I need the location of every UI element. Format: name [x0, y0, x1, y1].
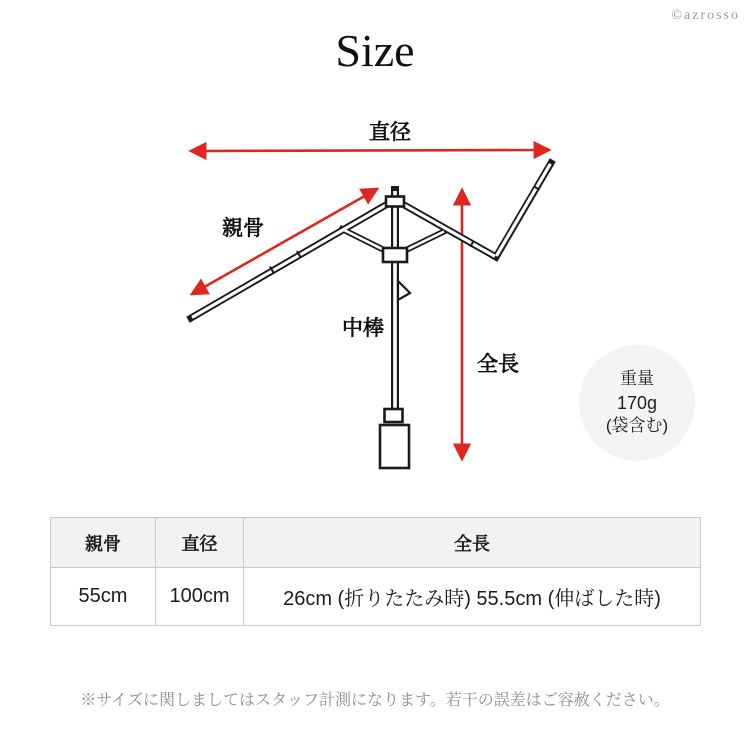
size-table-header-row: [51, 518, 701, 568]
header-total-length: 全長: [244, 518, 701, 568]
dimension-arrows: [191, 150, 549, 459]
value-diameter: 100cm: [156, 568, 244, 626]
ferrule: [385, 409, 403, 422]
weight-note: (袋含む): [605, 416, 669, 436]
weight-value: 170g: [616, 392, 658, 413]
pole-label: 中棒: [342, 317, 384, 340]
size-table: [50, 517, 701, 626]
total-length-label: 全長: [477, 353, 519, 376]
header-rib: 親骨: [51, 518, 156, 568]
weight-badge: [579, 345, 695, 461]
top-hub: [386, 197, 404, 207]
watermark: ©azrosso: [671, 8, 740, 23]
page-title: Size: [335, 25, 415, 76]
header-diameter: 直径: [156, 518, 244, 568]
spring-clip: [398, 281, 410, 300]
value-rib: 55cm: [51, 568, 156, 626]
diameter-arrow: [191, 150, 549, 151]
runner: [383, 248, 407, 262]
handle: [380, 425, 409, 468]
size-table-value-row: [51, 568, 701, 626]
rib-label: 親骨: [222, 217, 264, 240]
diameter-label: 直径: [369, 121, 411, 144]
rib-arrow: [192, 189, 377, 294]
measurement-disclaimer: ※サイズに関しましてはスタッフ計測になります。若干の誤差はご容赦ください。: [80, 692, 670, 709]
value-total-length: 26cm (折りたたみ時) 55.5cm (伸ばした時): [244, 568, 701, 626]
weight-heading: 重量: [620, 368, 654, 388]
